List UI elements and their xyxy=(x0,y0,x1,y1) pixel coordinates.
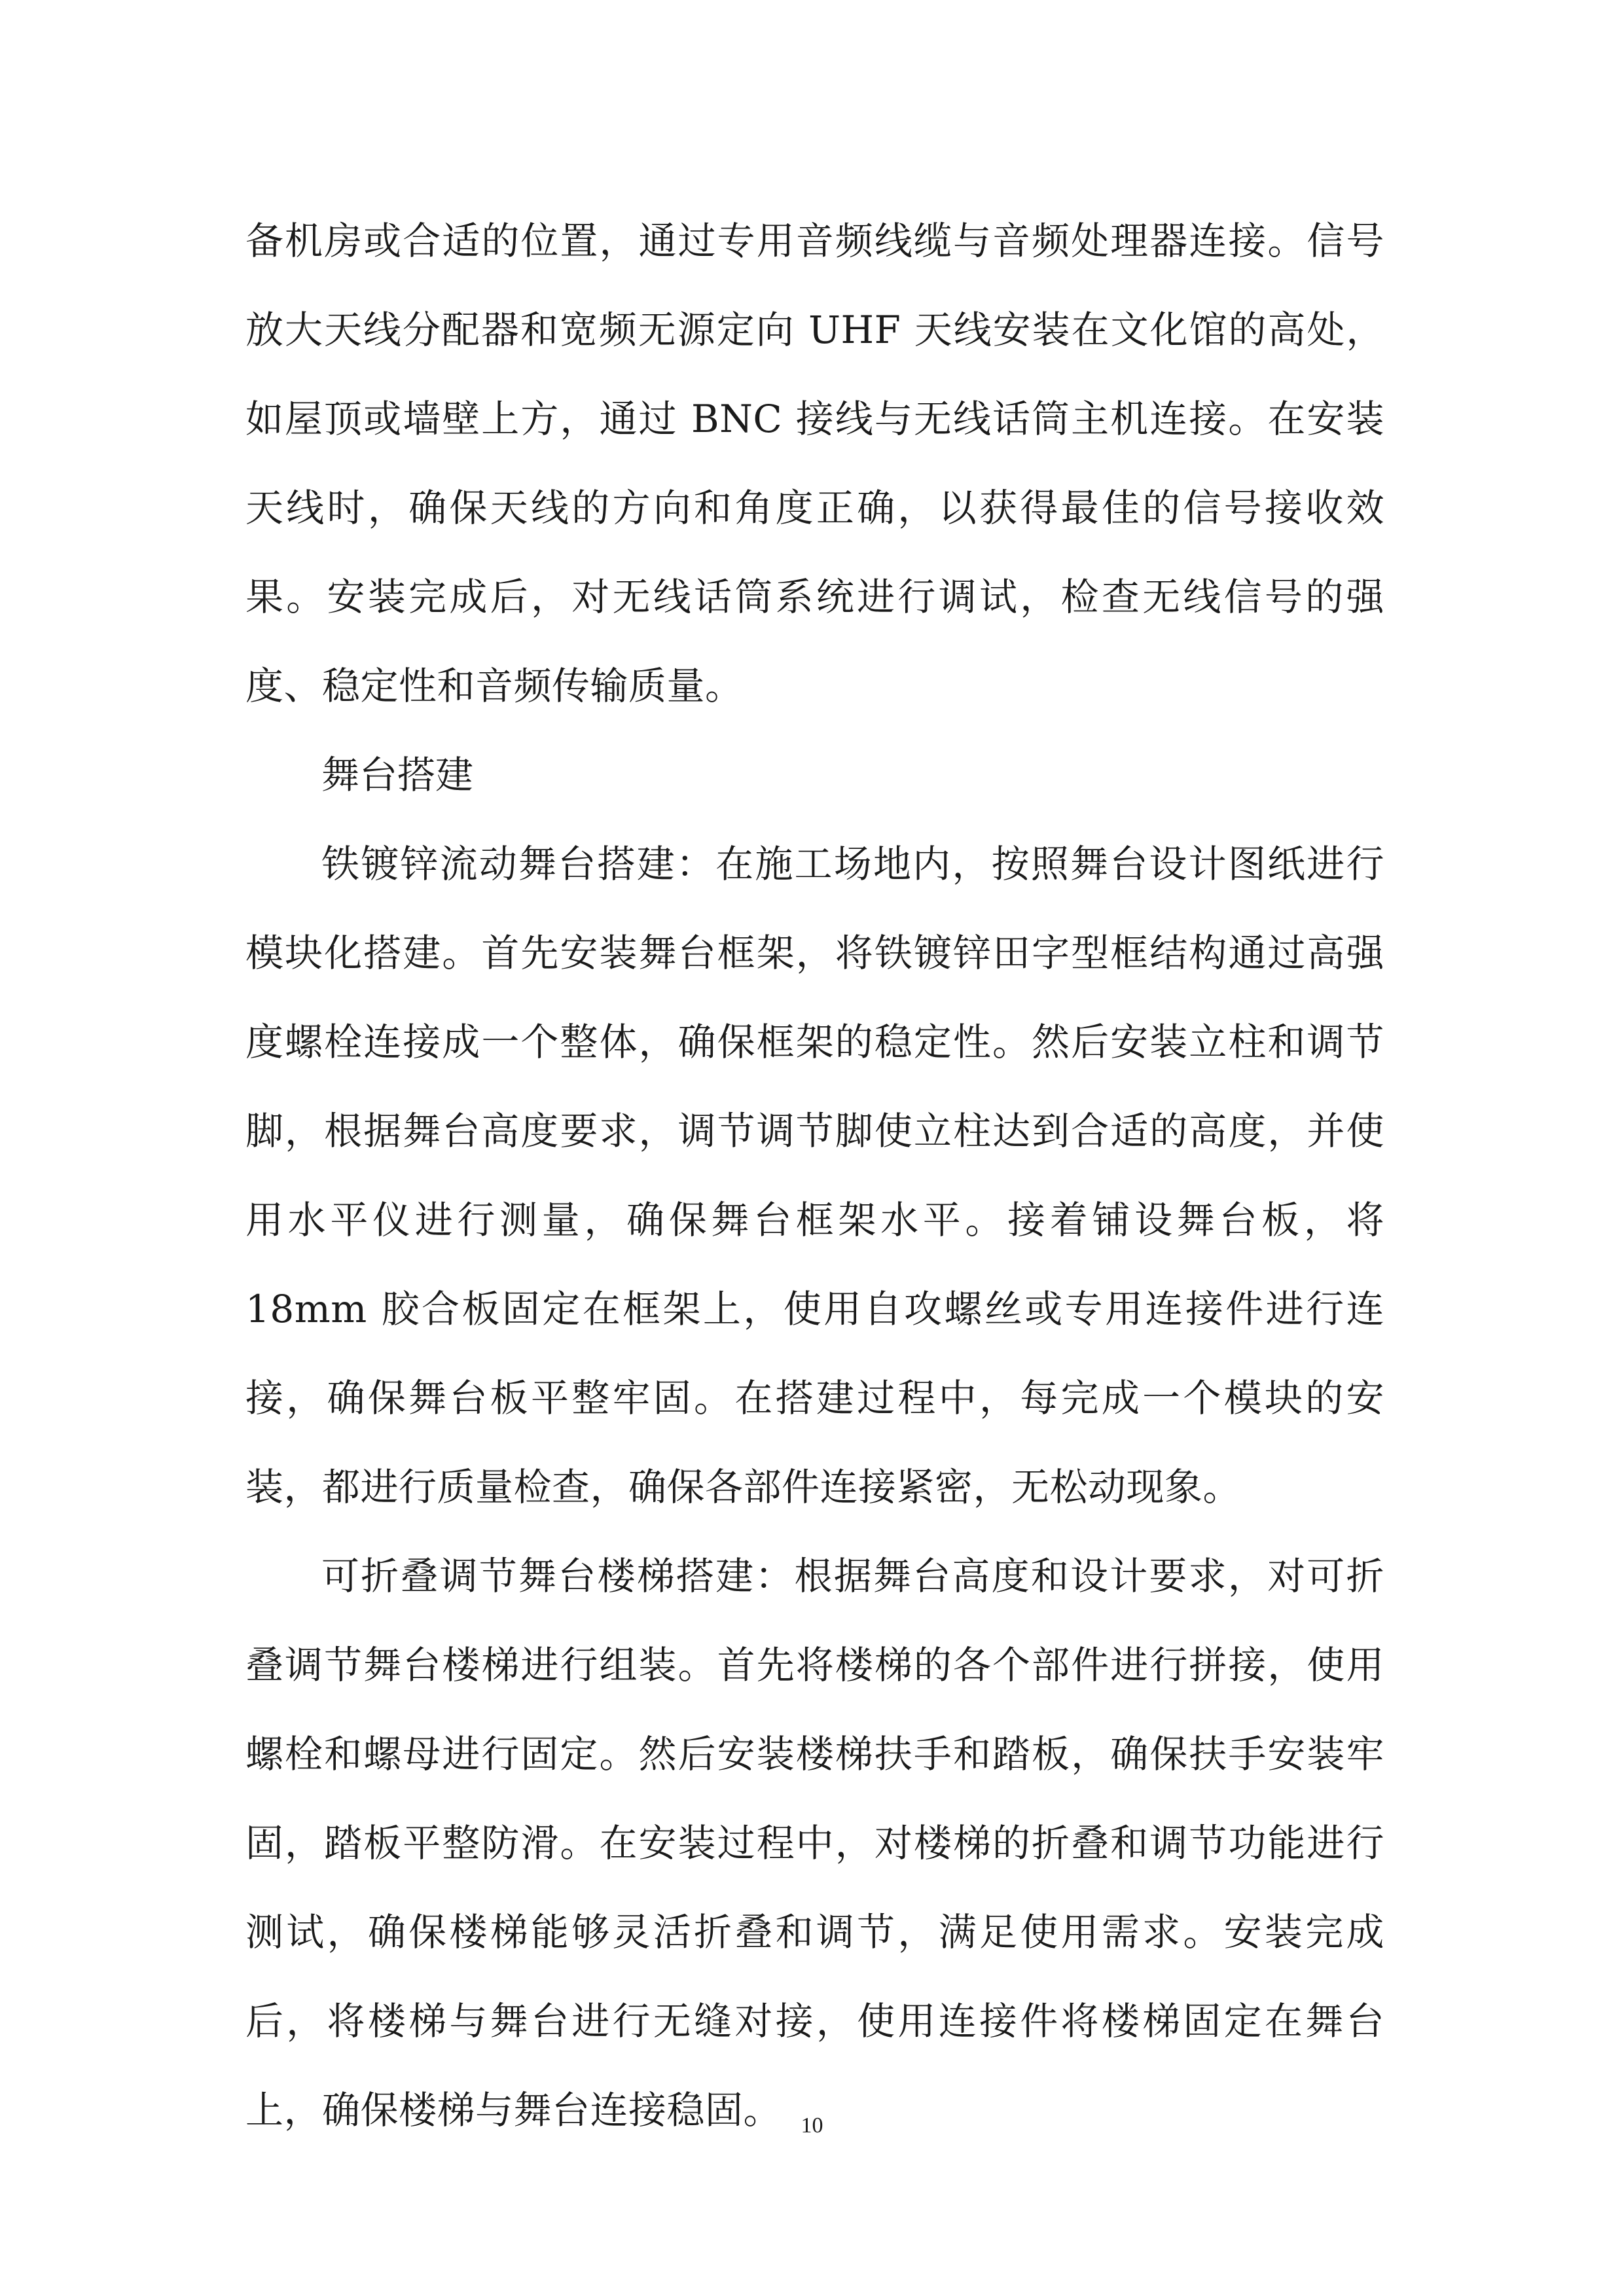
paragraph-wireless-mic-installation: 备机房或合适的位置，通过专用音频线缆与音频处理器连接。信号放大天线分配器和宽频无源定向 UHF 天线安装在文化馆的高处，如屋顶或墙壁上方，通过 BNC 接线与无线话筒主机连接。在安装天线时，确保天线的方向和角度正确，以获得最佳的信号接收效果。安装完成后，对无线话筒系统进行调试，检查无线信号的强度、稳定性和音频传输质量。 xyxy=(245,219,1384,708)
paragraph-galvanized-stage: 铁镀锌流动舞台搭建：在施工场地内，按照舞台设计图纸进行模块化搭建。首先安装舞台框架，将铁镀锌田字型框结构通过高强度螺栓连接成一个整体，确保框架的稳定性。然后安装立柱和调节脚，根据舞台高度要求，调节调节脚使立柱达到合适的高度，并使用水平仪进行测量，确保舞台框架水平。接着铺设舞台板，将 18mm 胶合板固定在框架上，使用自攻螺丝或专用连接件进行连接，确保舞台板平整牢固。在搭建过程中，每完成一个模块的安装，都进行质量检查，确保各部件连接紧密，无松动现象。 xyxy=(245,842,1384,1509)
page-number: 10 xyxy=(801,2113,823,2138)
section-heading-stage-construction: 舞台搭建 xyxy=(321,753,474,797)
body-text xyxy=(245,196,1384,2155)
paragraph-folding-stairs: 可折叠调节舞台楼梯搭建：根据舞台高度和设计要求，对可折叠调节舞台楼梯进行组装。首先将楼梯的各个部件进行拼接，使用螺栓和螺母进行固定。然后安装楼梯扶手和踏板，确保扶手安装牢固，踏板平整防滑。在安装过程中，对楼梯的折叠和调节功能进行测试，确保楼梯能够灵活折叠和调节，满足使用需求。安装完成后，将楼梯与舞台进行无缝对接，使用连接件将楼梯固定在舞台上，确保楼梯与舞台连接稳固。 xyxy=(245,1554,1384,2132)
